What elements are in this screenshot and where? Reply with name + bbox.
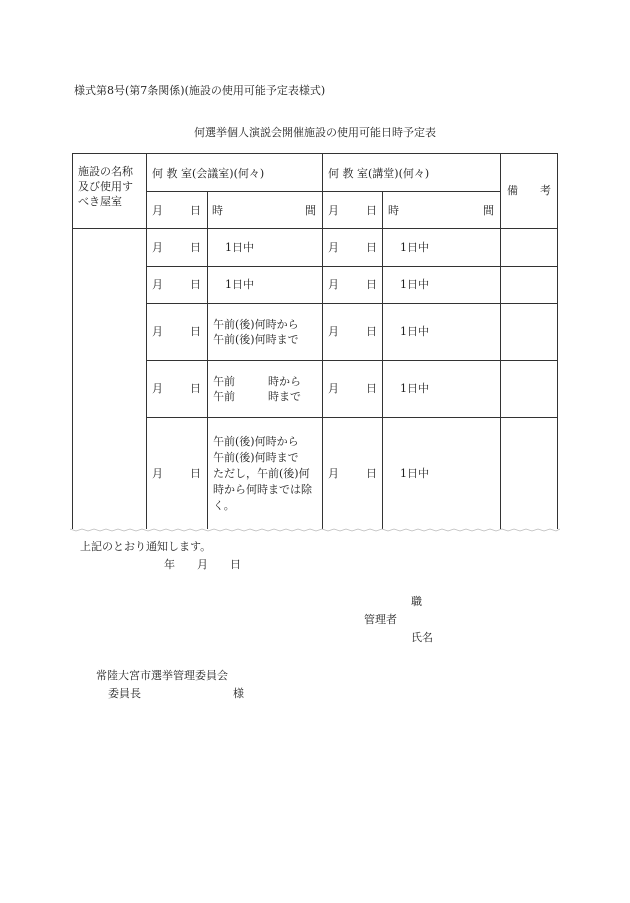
- row-time-line: 時から何時までは除: [213, 483, 312, 496]
- subheader-time: 時: [212, 204, 223, 217]
- subheader-border: [146, 191, 500, 192]
- column-border: [146, 153, 147, 529]
- row-month: 月: [152, 325, 163, 338]
- table-top-border: [72, 153, 558, 154]
- room1-header: 何 教 室(会議室)(何々): [152, 167, 265, 180]
- row-month: 月: [152, 241, 163, 254]
- honorific: 様: [233, 687, 244, 700]
- row-day: 日: [366, 325, 377, 338]
- row-time: 1日中: [225, 241, 254, 254]
- row-day: 日: [190, 325, 201, 338]
- subheader-period: 間: [483, 204, 494, 217]
- subheader-time: 時: [388, 204, 399, 217]
- row-time: 1日中: [400, 278, 429, 291]
- subheader-period: 間: [305, 204, 316, 217]
- row-time: 1日中: [400, 382, 429, 395]
- row-time-line: 午前 時から: [213, 375, 301, 388]
- column-border: [500, 153, 501, 529]
- committee-name: 常陸大宮市選挙管理委員会: [96, 669, 228, 682]
- row-month: 月: [152, 382, 163, 395]
- row-time: [213, 374, 301, 404]
- column-border: [322, 153, 323, 529]
- form-header: 様式第8号(第7条関係)(施設の使用可能予定表様式): [74, 84, 326, 97]
- remarks-header: 備 考: [507, 184, 551, 197]
- facility-header: [78, 164, 133, 209]
- row-time-line: 午前(後)何時から: [213, 318, 299, 331]
- column-border: [207, 191, 208, 529]
- row-time: 1日中: [400, 241, 429, 254]
- row-month: 月: [152, 278, 163, 291]
- row-time: [213, 317, 299, 347]
- column-border: [382, 191, 383, 529]
- date-year: 年: [164, 558, 175, 571]
- row-time-line: 午前(後)何時まで: [213, 451, 299, 464]
- name-label: 氏名: [411, 631, 433, 644]
- row-day: 日: [366, 467, 377, 480]
- position-label: 職: [411, 595, 422, 608]
- row-day: 日: [366, 382, 377, 395]
- row-month: 月: [152, 467, 163, 480]
- row-day: 日: [190, 382, 201, 395]
- subheader-month: 月: [328, 204, 339, 217]
- row-day: 日: [190, 241, 201, 254]
- facility-header-line: 及び使用す: [78, 180, 133, 193]
- row-time-line: 午前(後)何時から: [213, 435, 299, 448]
- chairman-label: 委員長: [108, 687, 141, 700]
- row-time: 1日中: [225, 278, 254, 291]
- row-time-line: 午前 時まで: [213, 390, 301, 403]
- table-left-border: [72, 153, 73, 529]
- subheader-month: 月: [152, 204, 163, 217]
- row-month: 月: [328, 325, 339, 338]
- row-time-line: く。: [213, 499, 235, 512]
- facility-header-line: 施設の名称: [78, 165, 133, 178]
- room2-header: 何 教 室(講堂)(何々): [328, 167, 430, 180]
- subheader-day: 日: [190, 204, 201, 217]
- row-time-line: ただし，午前(後)何: [213, 467, 310, 480]
- date-day: 日: [230, 558, 241, 571]
- torn-edge: [70, 527, 560, 533]
- header-bottom-border: [72, 228, 558, 229]
- manager-label: 管理者: [364, 613, 397, 626]
- row-time: 1日中: [400, 325, 429, 338]
- row-time: 1日中: [400, 467, 429, 480]
- row-month: 月: [328, 382, 339, 395]
- row-month: 月: [328, 467, 339, 480]
- date-line: [164, 556, 241, 572]
- row-month: 月: [328, 241, 339, 254]
- document-title: 何選挙個人演説会開催施設の使用可能日時予定表: [194, 126, 436, 139]
- row-day: 日: [190, 278, 201, 291]
- row-day: 日: [366, 278, 377, 291]
- row-time-line: 午前(後)何時まで: [213, 333, 299, 346]
- row-month: 月: [328, 278, 339, 291]
- facility-header-line: べき屋室: [78, 195, 122, 208]
- row-day: 日: [190, 467, 201, 480]
- notice-text: 上記のとおり通知します。: [80, 540, 212, 553]
- row-day: 日: [366, 241, 377, 254]
- row-time: [213, 434, 312, 514]
- table-right-border: [557, 153, 558, 529]
- date-month: 月: [197, 558, 208, 571]
- chairman-line: [108, 685, 244, 701]
- subheader-day: 日: [366, 204, 377, 217]
